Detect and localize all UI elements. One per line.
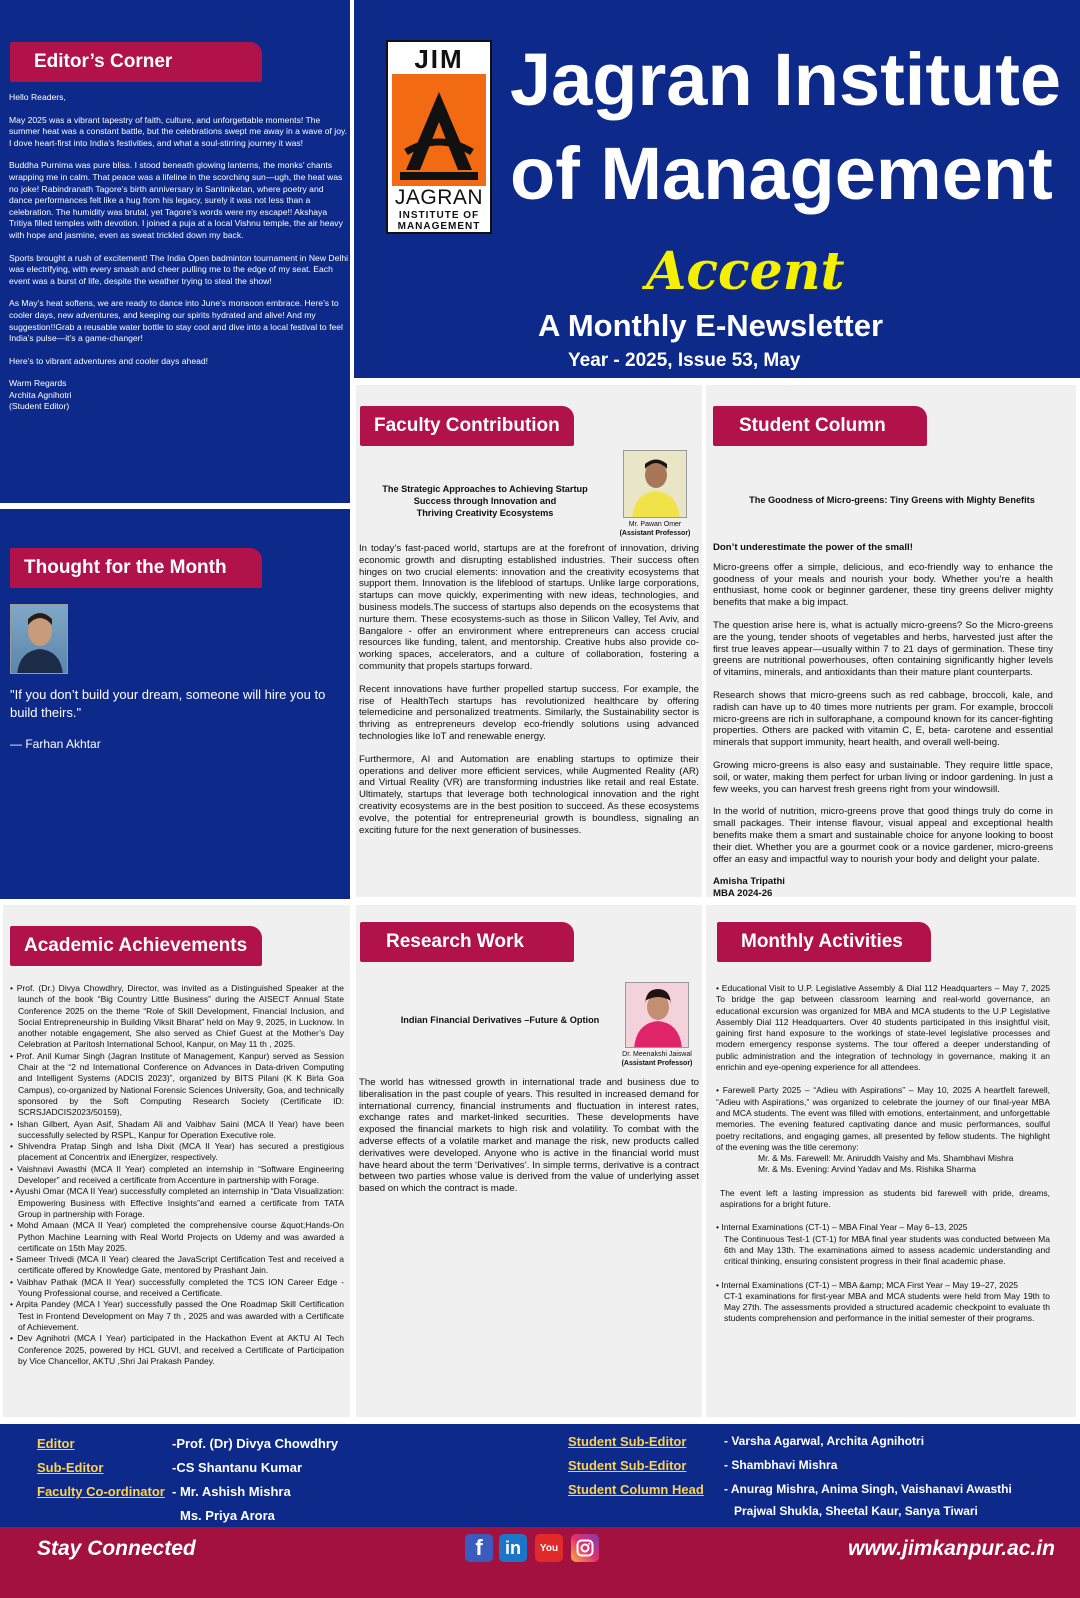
- list-item: The event left a lasting impression as students bid farewell with pride, dreams, aspirations for a bright future.: [720, 1187, 1050, 1210]
- article-paragraph: Furthermore, AI and Automation are enabling startups to optimize their operations and deliver more efficient services, while Augmented Reality (AR) and Virtual Reality (VR) are transforming industries like retail and real Estate. Ultimately, startups that leverage both technological innovation and the right creativity ecosystems are in the best position to succeed. As these ecosystems evolve, the potential for entrepreneurial growth is boundless, signaling an exciting future for the next generation of businesses.: [359, 753, 699, 836]
- logo-sub1: INSTITUTE OF: [398, 210, 480, 221]
- masthead-title-line1: Jagran Institute: [510, 38, 1061, 121]
- list-item: • Shivendra Pratap Singh and Isha Dixit (MCA II Year) has secured a prestigious placement at Concentrix and iEnergizer, respectively.: [10, 1141, 344, 1163]
- footer-student-sub1-label: Student Sub-Editor: [568, 1434, 687, 1449]
- list-item: • Vaishnavi Awasthi (MCA II Year) completed an internship in “Software Engineering Developer” and received a certificate from Accenture in partnership with Forage.: [10, 1163, 344, 1186]
- facebook-icon[interactable]: f: [465, 1534, 493, 1562]
- article-paragraph: Recent innovations have further propelled startup success. For example, the rise of HealthTech startups has revolutionized healthcare by offering telemedicine and personalized treatments. Similarly, the Sustainability sector is thriving as entrepreneurs develop eco-friendly solutions using advanced technologies like IoT and renewable energy.: [359, 683, 699, 742]
- footer-student-col-value2: Prajwal Shukla, Sheetal Kaur, Sanya Tiwari: [734, 1504, 978, 1518]
- logo-top-text: JIM: [388, 44, 490, 75]
- research-article-body: The world has witnessed growth in international trade and business due to liberalisation in the past couple of years. This resulted in increased demand for international currency, financial instruments and fluctuation in interest rates, exchange rates and market-linked securities. These developments have exposed the financial markets to high risk and volatility. To combat with the adverse effects of a volatile market and manage the risk, new products called derivatives were developed. Anyone who is active in the financial world must have heard about the term ‘Derivatives’. In simple terms, derivative is a contract between two parties whose value is derived from the value of underlying asset based on which the contract is made.: [359, 1077, 699, 1195]
- article-paragraph: The question arise here is, what is actually micro-greens? So the Micro-greens are the young, tender shoots of vegetables and herbs, harvested just after the first true leaves appear—usually within 7 to 21 days of germination. These tiny greens are nutritional powerhouses, often containing significantly higher levels of vitamins, minerals, and antioxidants than their mature plant counterparts.: [713, 619, 1053, 679]
- accent-brand: Accent: [646, 241, 845, 302]
- list-item: • Prof. Anil Kumar Singh (Jagran Institute of Management, Kanpur) served as Session Chair at the “2 nd International Conference on Advances in Data-driven Computing and Intelligent Systems (ADCIS 2023)”, organized by BITS Pilani (K K Birla Goa Campus), co-organized by National Forensic Sciences University, Goa, and technically sponsored by the Soft Computing Research Society (Certificate ID: SCRSJADCIS2023/50159),: [10, 1050, 344, 1118]
- list-item: • Arpita Pandey (MCA I Year) successfully passed the One Roadmap Skill Certification Test in Frontend Development on May 7 th , 2025 and was awarded with a Certificate of Achievement.: [10, 1299, 344, 1332]
- student-column-heading: Student Column: [713, 406, 927, 446]
- jim-logo: [386, 40, 492, 234]
- footer-editor-label: Editor: [37, 1436, 75, 1451]
- editors-corner-heading: Editor’s Corner: [10, 42, 262, 82]
- faculty-article-title: [380, 483, 590, 519]
- signoff-line: Warm Regards: [9, 378, 67, 389]
- student-article-title: The Goodness of Micro-greens: Tiny Greens with Mighty Benefits: [749, 495, 1035, 505]
- footer-student-col-value: - Anurag Mishra, Anima Singh, Vaishanavi Awasthi: [724, 1482, 1012, 1496]
- research-heading: Research Work: [360, 922, 574, 962]
- list-item: • Internal Examinations (CT-1) – MBA Final Year – May 6–13, 2025: [716, 1222, 968, 1233]
- editor-paragraph: Sports brought a rush of excitement! The India Open badminton tournament in New Delhi was electrifying, with every smash and cheer pulling me to the edge of my seat. Each event was a burst of life, despite the weather trying to steal the show!: [9, 252, 349, 286]
- article-paragraph: Growing micro-greens is also easy and sustainable. They require little space, soil, or water, making them perfect for urban living or indoor gardening. In just a few weeks, you can harvest fresh greens right from your windowsill.: [713, 759, 1053, 795]
- stay-connected-text: Stay Connected: [37, 1537, 196, 1560]
- student-author: Amisha Tripathi: [713, 876, 785, 888]
- editor-paragraph: As May’s heat softens, we are ready to dance into June’s monsoon embrace. Here’s to cooler days, new adventures, and keeping our spirits hydrated and alive! And my suggestion!!Grab a reusable water bottle to stay cool and dive into a local festival to feel India’s pulse—it’s a game-changer!: [9, 298, 343, 344]
- list-item: • Educational Visit to U.P. Legislative Assembly & Dial 112 Headquarters – May 7, 2025 To bridge the gap between classroom learning and real-world governance, an educational excursion was organized for MBA and MCA students to the U.P Legislative Assembly Dial 112 Headquarters. Over 40 students participated in this insightful visit, gaining first hand exposure to the workings of state-level legislative processes and modern emergency response systems. The tour offered a deeper understanding of public administration and the integration of technology in governance, making it an enrichin and eye-opening experience for all attendees.: [716, 983, 1050, 1073]
- editor-paragraph: Hello Readers,: [9, 92, 66, 102]
- logo-sub2: MANAGEMENT: [397, 221, 481, 232]
- student-batch: MBA 2024-26: [713, 888, 773, 900]
- list-item: • Prof. (Dr.) Divya Chowdhry, Director, was invited as a Distinguished Speaker at the launch of the book “Big Country Little Business” during the AISECT Annual State Conference 2025 on the theme “Role of Skill Development, Financial Inclusion, and Social Entrepreneurship in Building Viksit Bharat” held on May 9, 2025, in Lucknow. In another notable engagement, She also served as Chief Guest at the Mother’s Day Celebration at Paritosh International School, Kanpur, on May 11 th , 2025.: [10, 983, 344, 1050]
- signoff-line: (Student Editor): [9, 401, 70, 412]
- title-line: The Strategic Approaches to Achieving Startup: [382, 484, 588, 494]
- editor-paragraph: Here’s to vibrant adventures and cooler days ahead!: [9, 355, 209, 366]
- logo-emblem-icon: [392, 74, 486, 186]
- list-item: CT-1 examinations for first-year MBA and MCA students were held from May 19th to May 27th. The assessments provided a structured academic checkpoint to evaluate th students comprehension and performance in the initial semester of their programs.: [724, 1290, 1050, 1324]
- activities-heading: Monthly Activities: [717, 922, 931, 962]
- list-item: • Sameer Trivedi (MCA II Year) cleared the JavaScript Certification Test and received a certificate offered by Knowledge Gate, mentored by Prashant Jain.: [10, 1254, 344, 1276]
- list-item: • Vaibhav Pathak (MCA II Year) successfully completed the TCS ION Career Edge - Young Professional course, and received a Certificate.: [10, 1276, 344, 1299]
- editors-corner-text: [9, 92, 349, 413]
- faculty-article-body: [359, 543, 699, 847]
- footer-faculty-label: Faculty Co-ordinator: [37, 1484, 165, 1499]
- faculty-heading: Faculty Contribution: [360, 406, 574, 446]
- person-portrait-icon: [624, 451, 687, 518]
- research-author-name: Dr. Meenakshi Jaiswal: [622, 1051, 692, 1058]
- thought-quote: "If you don’t build your dream, someone will hire you to build theirs.": [10, 687, 326, 720]
- article-paragraph: In the world of nutrition, micro-greens prove that good things truly do come in small packages. Their intense flavour, visual appeal and exceptional health benefits make them a smart and sustainable choice for anyone looking to boost their diet. Whether you are a gourmet cook or a novice gardener, micro-greens offer an easy and impactful way to nourish your body and delight your palate.: [713, 806, 1053, 865]
- issue-info: Year - 2025, Issue 53, May: [568, 350, 801, 371]
- editor-signoff: [9, 378, 349, 413]
- list-item: Mr. & Ms. Farewell: Mr. Aniruddh Vaishy and Ms. Shambhavi Mishra: [758, 1153, 1014, 1164]
- masthead-title-line2: of Management: [510, 132, 1053, 215]
- research-author-role: (Assistant Professor): [621, 1060, 693, 1067]
- article-paragraph: Research shows that micro-greens such as red cabbage, broccoli, kale, and radish can have up to 40 times more nutrients per gram. For example, broccoli micro-greens are rich in sulforaphane, a compound known for its cancer-fighting properties. Others are packed with vitamin C, E, beta- carotene and essential minerals that support immunity, heart health, and overall well-being.: [713, 689, 1053, 749]
- meenakshi-jaiswal-photo: [625, 982, 689, 1048]
- instagram-icon[interactable]: [571, 1534, 599, 1562]
- thought-author: — Farhan Akhtar: [10, 737, 101, 751]
- list-item: • Mohd Amaan (MCA II Year) completed the comprehensive course &quot;Hands-On Python Machine Learning with Real World Projects on Udemy and was awarded a certificate on 15th May 2025.: [10, 1220, 344, 1253]
- list-item: • Ayushi Omar (MCA II Year) successfully completed an internship in “Data Visualization: Empowering Business with Effective Insights”and earned a certificate from TATA Group in partnership with Forage.: [10, 1186, 344, 1219]
- article-paragraph: Micro-greens offer a simple, delicious, and eco-friendly way to enhance the goodness of your meals and nourish your body. Whether you’re a health enthusiast, home cook or beginner gardener, these tiny greens deliver mighty benefits that make a big impact.: [713, 561, 1053, 609]
- research-article-title: Indian Financial Derivatives –Future & Option: [400, 1015, 600, 1025]
- farhan-akhtar-photo: [10, 604, 68, 674]
- editor-paragraph: Buddha Purnima was pure bliss. I stood beneath glowing lanterns, the monks’ chants wrapping me in calm. That peace was a lifeline in the scorching sun—ugh, the heat was no joke! Rabindranath Tagore’s birth anniversary in Santiniketan, where poetry and dance performances felt like a hug from his legacy, surely it was not less than a celebration. The humidity was brutal, yet Tagore’s words were my escape!! Akshaya Tritiya filled temples with devotion. I joined a puja at a local Vishnu temple, the air heavy with hope and jasmine, even as sweat trickled down my back.: [9, 160, 343, 240]
- list-item: Mr. & Ms. Evening: Arvind Yadav and Ms. Rishika Sharma: [758, 1164, 976, 1175]
- logo-name: JAGRAN: [394, 186, 484, 209]
- masthead-subtitle: A Monthly E-Newsletter: [538, 308, 884, 343]
- logo-emblem: [392, 74, 486, 186]
- linkedin-icon[interactable]: in: [499, 1534, 527, 1562]
- title-line: Success through Innovation and: [413, 496, 557, 506]
- activities-list: [716, 983, 1050, 1337]
- title-line: Thriving Creativity Ecosystems: [416, 508, 554, 518]
- article-paragraph: In today’s fast-paced world, startups are at the forefront of innovation, driving economic growth and disrupting established industries. Their success often hinges on two crucial elements: innovation and the creativity ecosystems that support them. Innovation is the lifeblood of startups. Unlike large corporations, startups can move quickly, experimenting with new ideas, technologies, and business models.The success of startups also depends on the ecosystems that nurture them. These ecosystems-such as those in Silicon Valley, Tel Aviv, and Bangalore - offer an environment where entrepreneurs can access crucial resources like funding, talent, and mentorship. Creative hubs also provide co-working spaces, accelerators, and a culture of collaboration, fostering a community that propels startups forward.: [359, 543, 699, 672]
- footer-faculty-value: - Mr. Ashish Mishra: [172, 1484, 291, 1499]
- website-link[interactable]: www.jimkanpur.ac.in: [848, 1537, 1055, 1560]
- faculty-author-name: Mr. Pawan Omer: [628, 521, 682, 528]
- person-portrait-icon: [626, 983, 689, 1048]
- list-item: • Ishan Gilbert, Ayan Asif, Shadam Ali and Vaibhav Saini (MCA II Year) have been successfully selected by RSPL, Kanpur for Operation Executive role.: [10, 1118, 344, 1140]
- signoff-line: Archita Agnihotri: [9, 389, 72, 400]
- footer-editor-value: -Prof. (Dr) Divya Chowdhry: [172, 1436, 339, 1451]
- footer-student-sub2-label: Student Sub-Editor: [568, 1458, 687, 1473]
- instagram-glyph-icon: [576, 1539, 594, 1557]
- achievements-list: [10, 983, 344, 1367]
- footer-student-col-label: Student Column Head: [568, 1482, 704, 1497]
- list-item: • Farewell Party 2025 – “Adieu with Aspirations” – May 10, 2025 A heartfelt farewell, “Adieu with Aspirations,” was organized to celebrate the journey of our final-year MBA and MCA students. The event was filled with emotions, entertainment, and unforgettable memories. The evening featured captivating dance and music performances, soulful poetry recitations, and engaging games, all presented by fellow students. The highlight of the evening was the title ceremony:: [716, 1085, 1050, 1152]
- footer-student-sub2-value: - Shambhavi Mishra: [724, 1458, 838, 1472]
- editor-paragraph: May 2025 was a vibrant tapestry of faith, culture, and unforgettable moments! The summer heat was a constant battle, but the celebrations swept me away in a wave of joy. I dove heart-first into India’s festivities, and what a soul-stirring journey it was!: [9, 114, 348, 148]
- list-item: • Internal Examinations (CT-1) – MBA &amp; MCA First Year – May 19–27, 2025: [716, 1279, 1019, 1290]
- footer-faculty-value2: Ms. Priya Arora: [180, 1508, 275, 1523]
- article-lead: Don’t underestimate the power of the small!: [713, 542, 913, 553]
- thought-heading: Thought for the Month: [10, 548, 262, 588]
- footer-subeditor-value: -CS Shantanu Kumar: [172, 1460, 303, 1475]
- faculty-author-role: (Assistant Professor): [619, 530, 691, 537]
- youtube-icon[interactable]: You: [535, 1534, 563, 1562]
- student-article-body: [713, 542, 1053, 900]
- footer-subeditor-label: Sub-Editor: [37, 1460, 104, 1475]
- person-portrait-icon: [11, 605, 68, 674]
- pawan-omer-photo: [623, 450, 687, 518]
- achievements-heading: Academic Achievements: [10, 926, 262, 966]
- list-item: • Dev Agnihotri (MCA I Year) participated in the Hackathon Event at AKTU AI Tech Conference 2025, powered by HCL GUVI, and received a Certificate of Participation by Vice Chancellor, AKTU ,Shri Jai Prakash Pandey.: [10, 1333, 344, 1366]
- footer-student-sub1-value: - Varsha Agarwal, Archita Agnihotri: [724, 1434, 925, 1448]
- list-item: The Continuous Test-1 (CT-1) for MBA final year students was conducted between Ma 6th and May 13th. The examinations aimed to assess academic understanding and critical thinking, ensuring consistent progress in their final academic phase.: [724, 1233, 1050, 1267]
